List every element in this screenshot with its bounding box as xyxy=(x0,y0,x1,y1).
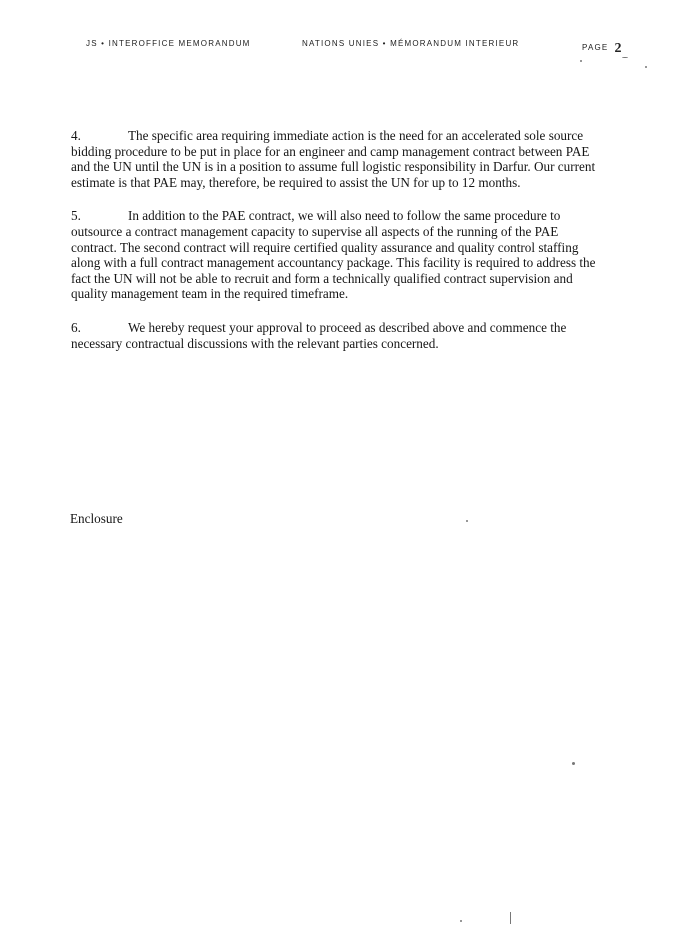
scan-speck xyxy=(572,762,575,765)
header-left-title: JS • INTEROFFICE MEMORANDUM xyxy=(86,39,251,48)
paragraph-text: We hereby request your approval to proceed as described above and commence the necessary contractual discussions with the relevant parties concerned. xyxy=(71,319,567,351)
scan-speck xyxy=(466,520,468,522)
scan-speck xyxy=(460,920,462,922)
scan-speck xyxy=(510,912,511,924)
paragraph-4 xyxy=(71,128,601,190)
header-middle-title: NATIONS UNIES • MÉMORANDUM INTERIEUR xyxy=(302,39,520,48)
paragraph-text: The specific area requiring immediate action is the need for an accelerated sole source bidding procedure to be put in place for an engineer and camp management contract between PAE and the UN until the UN is in a position to assume full logistic responsibility in Darfur. Our current estimate is that PAE may, therefore, be required to assist the UN for up to 12 months. xyxy=(71,128,596,190)
paragraph-number: 4. xyxy=(71,128,81,143)
memo-body xyxy=(71,128,601,369)
page-indicator xyxy=(582,39,621,55)
paragraph-number: 6. xyxy=(71,319,81,335)
paragraph-5 xyxy=(71,208,601,302)
enclosure-label: Enclosure xyxy=(70,511,123,526)
scan-speck xyxy=(580,60,582,62)
scan-speck xyxy=(645,66,647,68)
page-number: 2 xyxy=(614,41,622,56)
paragraph-6 xyxy=(71,320,601,351)
paragraph-text: In addition to the PAE contract, we will also need to follow the same procedure to outsource a contract management capacity to supervise all aspects of the running of the PAE contract. The second contract will require certified quality assurance and quality control staffing along with a full contract management accountancy package. This facility is required to address the fact the UN will not be able to recruit and form a technically qualified contract supervision and quality management team in the required timeframe. xyxy=(71,208,596,302)
page-label: PAGE xyxy=(582,43,609,52)
scan-speck xyxy=(622,57,628,58)
memo-header xyxy=(0,34,680,54)
paragraph-number: 5. xyxy=(71,208,81,224)
